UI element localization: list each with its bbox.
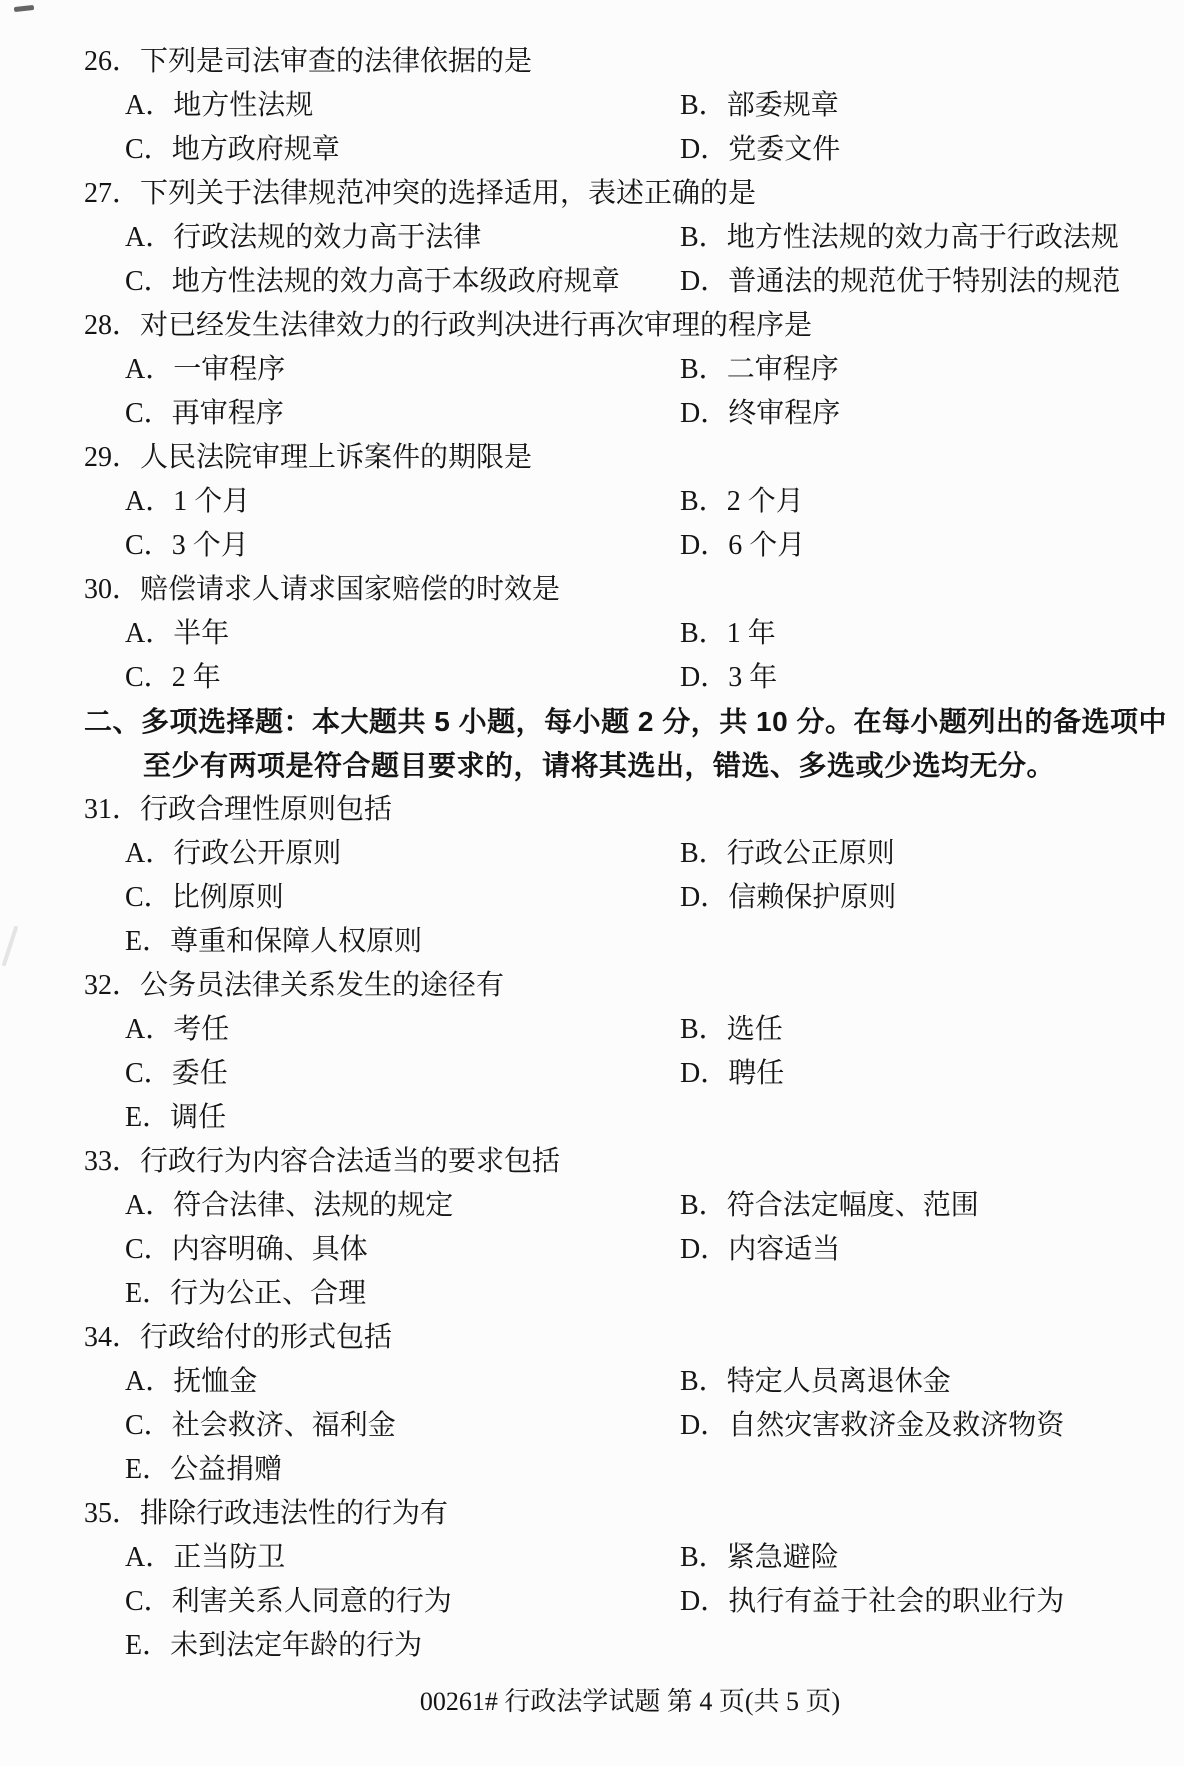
question-27 (0, 172, 1184, 304)
option-label: B． (680, 90, 727, 121)
option-a (125, 612, 680, 656)
option-text: 自然灾害救济金及救济物资 (728, 1410, 1065, 1441)
option-c (125, 1228, 680, 1272)
question-stem (0, 1492, 1184, 1536)
option-text: 终审程序 (728, 398, 841, 429)
question-text: 公务员法律关系发生的途径有 (140, 970, 505, 1001)
option-label: A． (125, 1190, 174, 1221)
question-stem (0, 172, 1184, 216)
question-stem (0, 568, 1184, 612)
option-label: C． (125, 882, 172, 913)
question-stem (0, 40, 1184, 84)
option-row (0, 656, 1184, 700)
question-26 (0, 40, 1184, 172)
option-a (125, 832, 680, 876)
option-b (680, 1008, 1184, 1052)
option-c (125, 656, 680, 700)
section-header-text: 多项选择题：本大题共 5 小题，每小题 2 分，共 10 分。在每小题列出的备选项中 (141, 706, 1167, 737)
option-row (0, 920, 1184, 964)
option-b (680, 84, 1184, 128)
option-label: D． (680, 134, 729, 165)
option-b (680, 832, 1184, 876)
option-row (0, 832, 1184, 876)
option-label: C． (125, 1058, 172, 1089)
option-text: 地方性法规的效力高于行政法规 (726, 222, 1119, 253)
question-number: 32． (84, 970, 141, 1001)
option-label: C． (125, 134, 172, 165)
option-c (125, 524, 680, 568)
option-text: 地方性法规 (173, 90, 314, 121)
question-29 (0, 436, 1184, 568)
question-stem (0, 964, 1184, 1008)
question-number: 27． (84, 178, 141, 209)
option-text: 内容明确、具体 (171, 1234, 368, 1265)
option-row (0, 1096, 1184, 1140)
option-text: 行政公正原则 (726, 838, 895, 869)
option-label: B． (680, 354, 727, 385)
option-text: 部委规章 (726, 90, 839, 121)
option-d (680, 260, 1184, 304)
option-c (125, 260, 680, 304)
question-30 (0, 568, 1184, 700)
option-text: 1 年 (726, 618, 776, 649)
option-label: C． (125, 266, 172, 297)
option-text: 再审程序 (171, 398, 284, 429)
option-d (680, 128, 1184, 172)
option-b (680, 216, 1184, 260)
question-text: 人民法院审理上诉案件的期限是 (140, 442, 533, 473)
option-text: 党委文件 (728, 134, 841, 165)
option-e (125, 1096, 680, 1140)
option-label: D． (680, 662, 729, 693)
option-label: B． (680, 1366, 727, 1397)
option-label: C． (125, 398, 172, 429)
section-marker: 二、 (84, 706, 142, 737)
question-number: 35． (84, 1498, 141, 1529)
option-text: 委任 (171, 1058, 228, 1089)
option-text: 聘任 (728, 1058, 785, 1089)
option-text: 特定人员离退休金 (726, 1366, 951, 1397)
question-text: 下列是司法审查的法律依据的是 (140, 46, 533, 77)
option-label: C． (125, 1410, 172, 1441)
option-label: D． (680, 530, 729, 561)
option-d (680, 392, 1184, 436)
option-text: 未到法定年龄的行为 (170, 1630, 423, 1661)
option-label: C． (125, 1586, 172, 1617)
question-number: 29． (84, 442, 141, 473)
option-label: A． (125, 1542, 174, 1573)
option-c (125, 876, 680, 920)
option-a (125, 1536, 680, 1580)
option-a (125, 1184, 680, 1228)
option-row (0, 1184, 1184, 1228)
option-text: 比例原则 (171, 882, 284, 913)
option-row (0, 216, 1184, 260)
option-text: 内容适当 (728, 1234, 841, 1265)
option-label: C． (125, 662, 172, 693)
option-text: 社会救济、福利金 (171, 1410, 396, 1441)
option-text: 一审程序 (173, 354, 286, 385)
option-label: A． (125, 838, 174, 869)
option-d (680, 1580, 1184, 1624)
option-label: E． (125, 1630, 171, 1661)
option-text: 调任 (170, 1102, 227, 1133)
option-a (125, 480, 680, 524)
option-label: B． (680, 486, 727, 517)
option-a (125, 348, 680, 392)
question-number: 33． (84, 1146, 141, 1177)
option-row (0, 1008, 1184, 1052)
question-33 (0, 1140, 1184, 1316)
option-row (0, 1580, 1184, 1624)
option-text: 地方性法规的效力高于本级政府规章 (171, 266, 620, 297)
option-row (0, 480, 1184, 524)
page-footer: 00261# 行政法学试题 第 4 页(共 5 页) (419, 1687, 841, 1716)
option-label: D． (680, 1058, 729, 1089)
question-34 (0, 1316, 1184, 1492)
question-stem (0, 1316, 1184, 1360)
option-c (125, 1404, 680, 1448)
option-label: A． (125, 618, 174, 649)
option-text: 普通法的规范优于特别法的规范 (728, 266, 1121, 297)
option-d (680, 656, 1184, 700)
section-header-line2: 至少有两项是符合题目要求的，请将其选出，错选、多选或少选均无分。 (143, 750, 1056, 781)
question-text: 下列关于法律规范冲突的选择适用，表述正确的是 (140, 178, 757, 209)
option-d (680, 524, 1184, 568)
option-label: E． (125, 1102, 171, 1133)
option-label: B． (680, 1542, 727, 1573)
option-text: 1 个月 (173, 486, 251, 517)
option-e (125, 1448, 680, 1492)
option-text: 考任 (173, 1014, 230, 1045)
option-text: 行政公开原则 (173, 838, 342, 869)
question-text: 赔偿请求人请求国家赔偿的时效是 (140, 574, 561, 605)
option-label: B． (680, 222, 727, 253)
question-stem (0, 304, 1184, 348)
option-label: C． (125, 530, 172, 561)
question-text: 对已经发生法律效力的行政判决进行再次审理的程序是 (140, 310, 813, 341)
option-row (0, 1228, 1184, 1272)
option-text: 尊重和保障人权原则 (170, 926, 423, 957)
option-row (0, 1536, 1184, 1580)
option-text: 符合法定幅度、范围 (726, 1190, 979, 1221)
option-label: B． (680, 1190, 727, 1221)
option-row (0, 260, 1184, 304)
option-text: 利害关系人同意的行为 (171, 1586, 452, 1617)
section-header-line1 (0, 700, 1184, 744)
option-text: 正当防卫 (173, 1542, 286, 1573)
option-text: 3 年 (728, 662, 778, 693)
option-label: A． (125, 1366, 174, 1397)
option-b (680, 612, 1184, 656)
option-a (125, 1360, 680, 1404)
option-label: B． (680, 838, 727, 869)
option-label: A． (125, 222, 174, 253)
question-text: 行政合理性原则包括 (140, 794, 393, 825)
question-number: 28． (84, 310, 141, 341)
question-number: 31． (84, 794, 141, 825)
option-label: A． (125, 354, 174, 385)
question-text: 行政给付的形式包括 (140, 1322, 393, 1353)
option-text: 二审程序 (726, 354, 839, 385)
question-number: 30． (84, 574, 141, 605)
option-text: 6 个月 (728, 530, 806, 561)
option-label: D． (680, 398, 729, 429)
option-c (125, 392, 680, 436)
question-number: 26． (84, 46, 141, 77)
option-text: 执行有益于社会的职业行为 (728, 1586, 1065, 1617)
option-row (0, 128, 1184, 172)
option-d (680, 1052, 1184, 1096)
option-a (125, 1008, 680, 1052)
option-text: 2 年 (171, 662, 221, 693)
option-text: 地方政府规章 (171, 134, 340, 165)
option-label: D． (680, 1410, 729, 1441)
question-35 (0, 1492, 1184, 1668)
option-row (0, 392, 1184, 436)
option-text: 行为公正、合理 (170, 1278, 367, 1309)
question-stem (0, 436, 1184, 480)
option-text: 行政法规的效力高于法律 (173, 222, 482, 253)
option-row (0, 1404, 1184, 1448)
option-text: 选任 (726, 1014, 783, 1045)
option-row (0, 348, 1184, 392)
question-number: 34． (84, 1322, 141, 1353)
option-label: E． (125, 1454, 171, 1485)
question-stem (0, 788, 1184, 832)
option-row (0, 1272, 1184, 1316)
option-label: D． (680, 1234, 729, 1265)
option-label: C． (125, 1234, 172, 1265)
option-c (125, 1052, 680, 1096)
option-a (125, 216, 680, 260)
option-label: B． (680, 618, 727, 649)
question-text: 行政行为内容合法适当的要求包括 (140, 1146, 561, 1177)
option-label: A． (125, 1014, 174, 1045)
option-row (0, 1360, 1184, 1404)
option-e (125, 1624, 680, 1668)
option-label: A． (125, 486, 174, 517)
question-text: 排除行政违法性的行为有 (140, 1498, 449, 1529)
option-label: B． (680, 1014, 727, 1045)
option-b (680, 348, 1184, 392)
option-b (680, 1360, 1184, 1404)
option-text: 抚恤金 (173, 1366, 258, 1397)
option-row (0, 612, 1184, 656)
question-28 (0, 304, 1184, 436)
option-c (125, 1580, 680, 1624)
option-text: 公益捐赠 (170, 1454, 283, 1485)
option-e (125, 1272, 680, 1316)
option-text: 3 个月 (171, 530, 249, 561)
option-row (0, 1624, 1184, 1668)
option-d (680, 1228, 1184, 1272)
option-text: 紧急避险 (726, 1542, 839, 1573)
option-text: 符合法律、法规的规定 (173, 1190, 454, 1221)
option-b (680, 1536, 1184, 1580)
option-a (125, 84, 680, 128)
question-31 (0, 788, 1184, 964)
option-text: 信赖保护原则 (728, 882, 897, 913)
option-text: 半年 (173, 618, 230, 649)
question-32 (0, 964, 1184, 1140)
option-label: D． (680, 266, 729, 297)
option-label: A． (125, 90, 174, 121)
option-row (0, 1052, 1184, 1096)
option-e (125, 920, 680, 964)
option-b (680, 1184, 1184, 1228)
option-label: D． (680, 882, 729, 913)
option-text: 2 个月 (726, 486, 804, 517)
option-row (0, 1448, 1184, 1492)
option-b (680, 480, 1184, 524)
option-label: E． (125, 1278, 171, 1309)
option-label: D． (680, 1586, 729, 1617)
question-stem (0, 1140, 1184, 1184)
option-d (680, 876, 1184, 920)
option-c (125, 128, 680, 172)
option-row (0, 84, 1184, 128)
option-row (0, 524, 1184, 568)
option-d (680, 1404, 1184, 1448)
option-label: E． (125, 926, 171, 957)
option-row (0, 876, 1184, 920)
